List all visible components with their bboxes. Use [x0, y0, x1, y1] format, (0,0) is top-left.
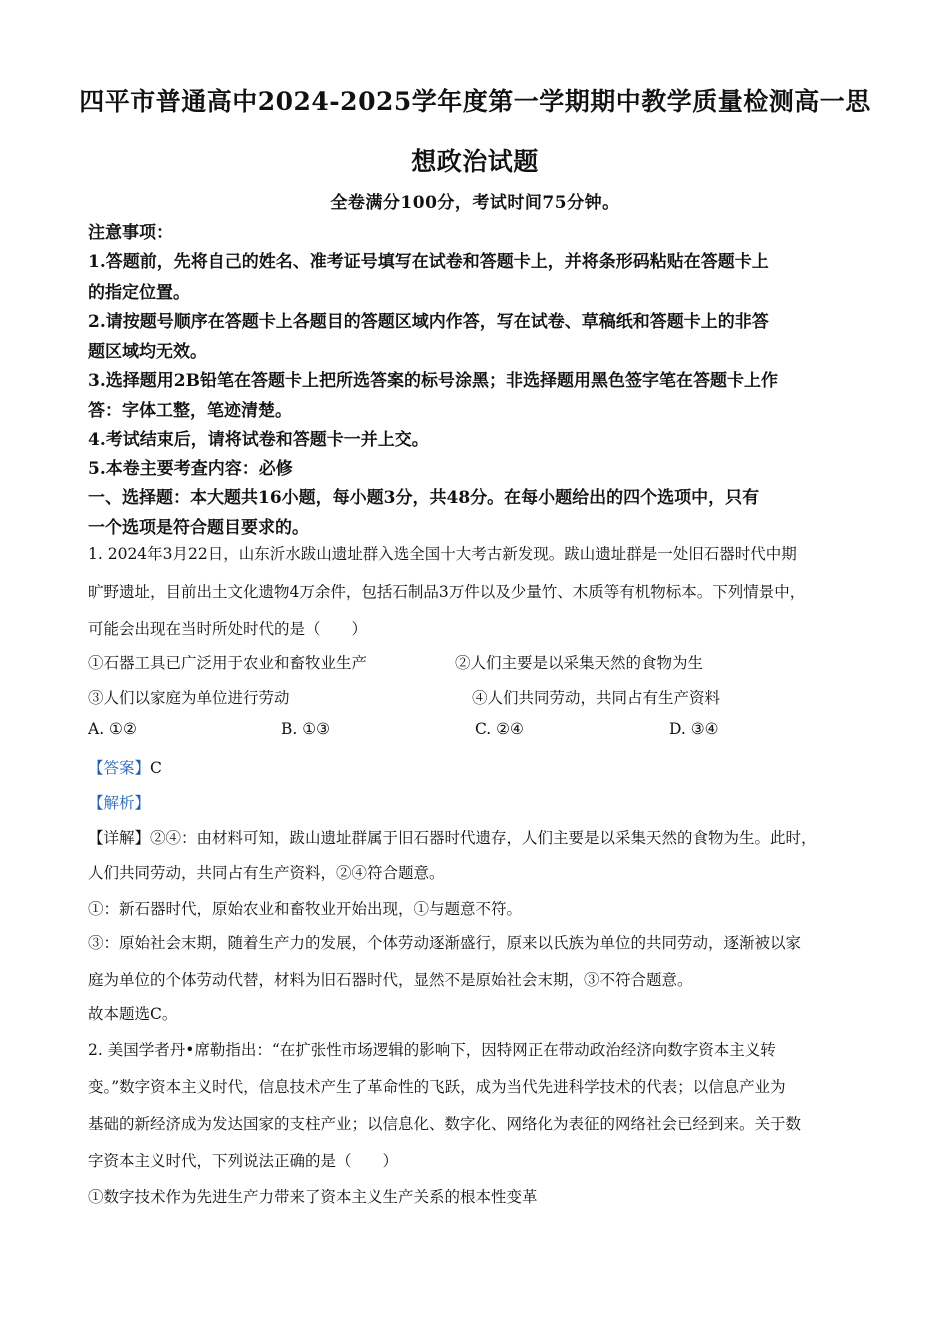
q1-choice-a: A. ①②: [88, 720, 137, 738]
page-title-line2: 想政治试题: [411, 147, 539, 176]
q1-analysis-row: [88, 791, 873, 813]
q1-detail-line: 故本题选C。: [88, 1005, 178, 1023]
q1-choice-b: B. ①③: [281, 720, 331, 738]
q1-statement-3: ③人们以家庭为单位进行劳动: [88, 689, 290, 707]
q1-detail-line: 庭为单位的个体劳动代替，材料为旧石器时代，显然不是原始社会末期，③不符合题意。: [88, 971, 693, 989]
q1-statement-4: ④人们共同劳动，共同占有生产资料: [472, 689, 721, 707]
q1-detail-line: 【详解】②④：由材料可知，跋山遗址群属于旧石器时代遗存，人们主要是以采集天然的食物为生。此时，: [88, 829, 817, 847]
notes-item: 5.本卷主要考查内容：必修: [88, 459, 293, 479]
notes-item: 2.请按题号顺序在答题卡上各题目的答题区域内作答，写在试卷、草稿纸和答题卡上的非答: [88, 312, 769, 332]
q2-stem-line: 基础的新经济成为发达国家的支柱产业；以信息化、数字化、网络化为表征的网络社会已经到来。关于数: [88, 1115, 802, 1133]
notes-item: 3.选择题用2B铅笔在答题卡上把所选答案的标号涂黑；非选择题用黑色签字笔在答题卡上作: [88, 371, 778, 391]
q1-choice-d: D. ③④: [669, 720, 719, 738]
notes-item: 4.考试结束后，请将试卷和答题卡一并上交。: [88, 430, 429, 450]
q1-detail-line: ①：新石器时代，原始农业和畜牧业开始出现，①与题意不符。: [88, 900, 523, 918]
q1-statement-1: ①石器工具已广泛用于农业和畜牧业生产: [88, 654, 368, 672]
q2-statement-1: ①数字技术作为先进生产力带来了资本主义生产关系的根本性变革: [88, 1188, 538, 1206]
notes-item: 的指定位置。: [88, 283, 190, 303]
q1-statement-2: ②人们主要是以采集天然的食物为生: [455, 654, 704, 672]
notes-item: 题区域均无效。: [88, 342, 207, 362]
q1-detail-line: 人们共同劳动，共同占有生产资料，②④符合题意。: [88, 864, 445, 882]
q1-detail-line: ③：原始社会末期，随着生产力的发展，个体劳动逐渐盛行，原来以氏族为单位的共同劳动，逐渐被以家: [88, 934, 802, 952]
q1-choice-c: C. ②④: [475, 720, 524, 738]
q1-stem-line: 旷野遗址，目前出土文化遗物4万余件，包括石制品3万件以及少量竹、木质等有机物标本。下列情景中，: [88, 583, 806, 601]
answer-tag: 【答案】: [88, 759, 151, 777]
notes-heading: 注意事项：: [88, 223, 173, 243]
page-subtitle: 全卷满分100分，考试时间75分钟。: [330, 193, 620, 213]
answer-value: C: [150, 759, 162, 777]
notes-item: 1.答题前，先将自己的姓名、准考证号填写在试卷和答题卡上，并将条形码粘贴在答题卡上: [88, 252, 769, 272]
q2-stem-line: 字资本主义时代，下列说法正确的是（ ）: [88, 1152, 399, 1170]
q2-stem-line: 变。”数字资本主义时代，信息技术产生了革命性的飞跃，成为当代先进科学技术的代表；以信息产业为: [88, 1078, 786, 1096]
q1-stem-line: 可能会出现在当时所处时代的是（ ）: [88, 620, 368, 638]
q2-stem-line: 2. 美国学者丹•席勒指出：“在扩张性市场逻辑的影响下，因特网正在带动政治经济向数字资本主义转: [88, 1041, 776, 1059]
page-title-line1: 四平市普通高中2024-2025学年度第一学期期中教学质量检测高一思: [79, 87, 871, 116]
section-heading-line2: 一个选项是符合题目要求的。: [88, 518, 309, 538]
q1-answer-row: [88, 756, 873, 778]
analysis-tag: 【解析】: [88, 794, 151, 812]
notes-item: 答：字体工整，笔迹清楚。: [88, 401, 292, 421]
section-heading-line1: 一、选择题：本大题共16小题，每小题3分，共48分。在每小题给出的四个选项中，只有: [88, 488, 760, 508]
q1-stem-line: 1. 2024年3月22日，山东沂水跋山遗址群入选全国十大考古新发现。跋山遗址群是一处旧石器时代中期: [88, 545, 797, 563]
